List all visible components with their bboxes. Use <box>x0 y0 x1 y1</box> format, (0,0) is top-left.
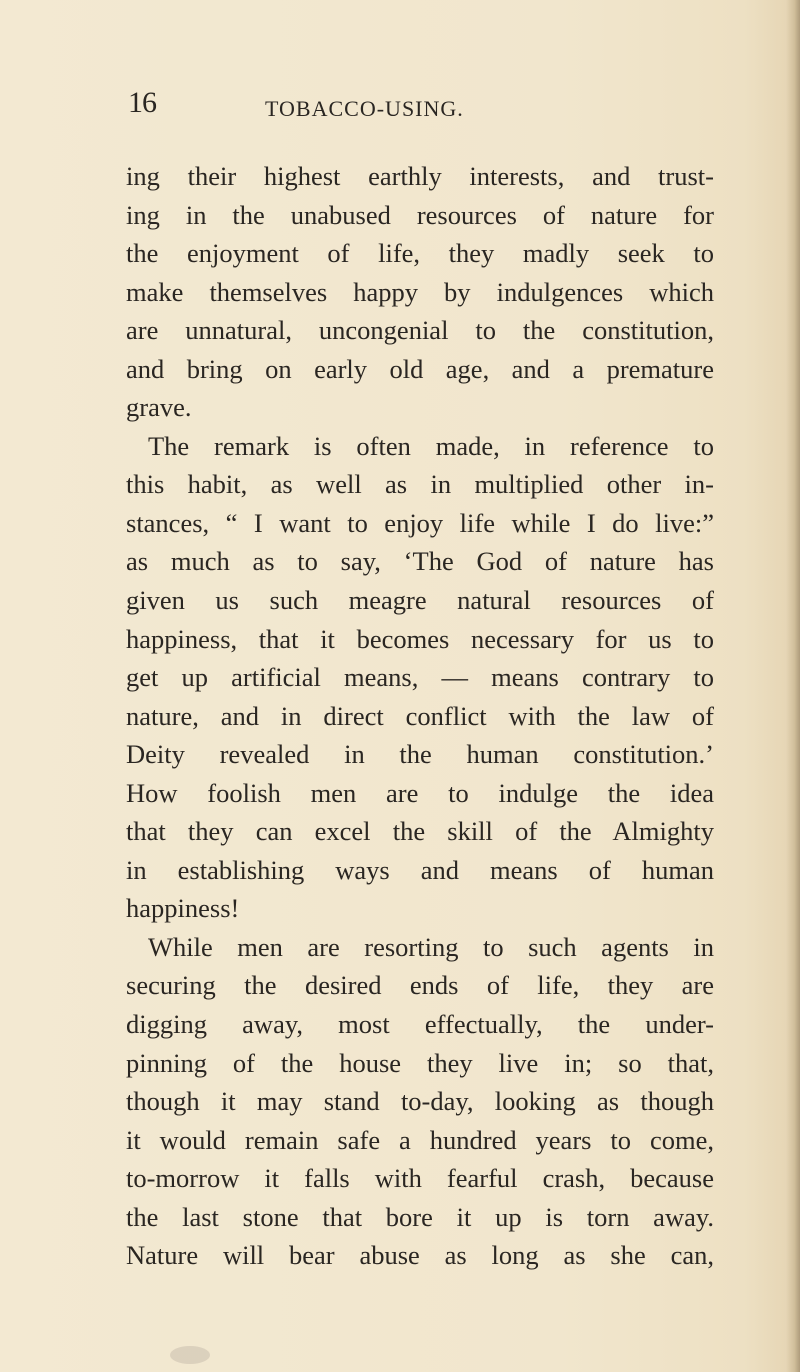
ink-smudge <box>170 1346 210 1364</box>
text-line: grave. <box>126 392 192 423</box>
text-line: the last stone that bore it up is torn away. <box>126 1201 714 1232</box>
text-line: it would remain safe a hundred years to come, <box>126 1124 714 1155</box>
text-line: pinning of the house they live in; so that, <box>126 1047 714 1078</box>
text-line: ing their highest earthly interests, and trust- <box>126 161 714 191</box>
text-line: are unnatural, uncongenial to the constitution, <box>126 315 714 346</box>
text-line: nature, and in direct conflict with the law of <box>126 700 714 731</box>
text-line: Deity revealed in the human constitution.’ <box>126 739 714 770</box>
text-line: though it may stand to-day, looking as though <box>126 1086 714 1117</box>
text-line: and bring on early old age, and a premature <box>126 353 714 384</box>
page-edge-shadow <box>786 0 800 1372</box>
text-line: ing in the unabused resources of nature for <box>126 199 714 230</box>
text-line: How foolish men are to indulge the idea <box>126 777 714 808</box>
text-line: happiness, that it becomes necessary for us to <box>126 623 714 654</box>
text-line: to-morrow it falls with fearful crash, because <box>126 1163 714 1194</box>
text-line: given us such meagre natural resources of <box>126 585 714 616</box>
text-line: in establishing ways and means of human <box>126 854 714 885</box>
text-line: this habit, as well as in multiplied other in- <box>126 469 714 500</box>
text-line: that they can excel the skill of the Almighty <box>126 816 714 847</box>
running-title: TOBACCO-USING. <box>265 96 464 121</box>
text-line: digging away, most effectually, the under- <box>126 1009 714 1040</box>
text-line: the enjoyment of life, they madly seek to <box>126 238 714 269</box>
text-line: get up artificial means, — means contrary to <box>126 662 714 693</box>
text-line: securing the desired ends of life, they are <box>126 970 714 1001</box>
text-line: stances, “ I want to enjoy life while I do live:” <box>126 507 714 538</box>
text-line: make themselves happy by indulgences which <box>126 276 714 307</box>
text-line: as much as to say, ‘The God of nature has <box>126 546 714 577</box>
text-line: While men are resorting to such agents in <box>148 931 714 962</box>
body-text <box>126 157 714 1275</box>
text-line: The remark is often made, in reference to <box>148 430 714 461</box>
page-number: 16 <box>128 86 156 119</box>
text-line: Nature will bear abuse as long as she can, <box>126 1240 714 1271</box>
text-line: happiness! <box>126 893 240 924</box>
